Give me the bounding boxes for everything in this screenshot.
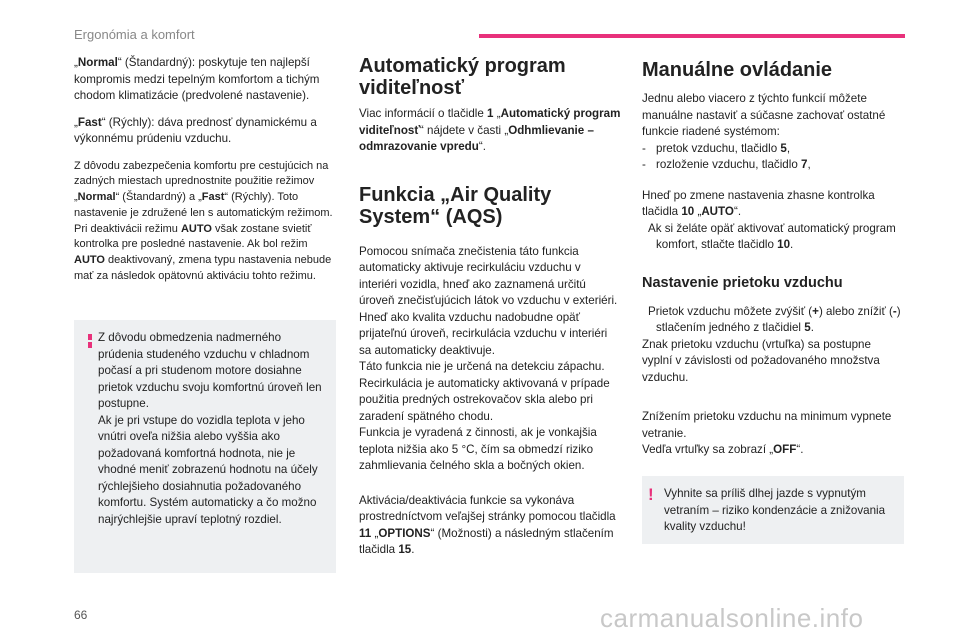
column-3 (642, 55, 904, 459)
header-accent-bar (479, 34, 905, 38)
list-item-airflow-adjust: Prietok vzduchu môžete zvýšiť (+) alebo znížiť (-) stlačením jedného z tlačidiel 5. (648, 304, 901, 334)
paragraph-aqs: Pomocou snímača znečistenia táto funkcia automaticky aktivuje recirkuláciu vzduchu v interiéri vozidla, hneď ako zaznamená určitú úroveň znečisťujúcich látok vo vzduchu v exteriéri. Hneď ako kvalita vzduchu nadobudne opäť prijateľnú úroveň, recirkulácia vzduchu v interiéri sa automaticky deaktivuje. Táto funkcia nie je určená na detekciu zápachu. Recirkulácia je automaticky aktivovaná v prípade použitia predných ostrekovačov skla alebo pri zaradení spätného chodu. Funkcia je vyradená z činnosti, ak je vonkajšia teplota nižšia ako 5 °C, čím sa obmedzí riziko zahmlievania čelného skla a bočných okien. (359, 244, 618, 472)
paragraph-airflow-off: Znížením prietoku vzduchu na minimum vypnete vetranie. Vedľa vrtuľky sa zobrazí „OFF“. (642, 410, 892, 456)
paragraph-auto-off: Hneď po zmene nastavenia zhasne kontrolka tlačidla 10 „AUTO“. (642, 188, 875, 218)
watermark: carmanualsonline.info (600, 603, 864, 633)
paragraph-airflow-symbol: Znak prietoku vzduchu (vrtuľka) sa postupne vyplní v závislosti od požadovaného množstva vzduchu. (642, 337, 880, 384)
list-item-reactivate: Ak si želáte opäť aktivovať automatický program komfort, stlačte tlačidlo 10. (648, 221, 896, 251)
list-item-distribution: - rozloženie vzduchu, tlačidlo 7, (642, 158, 811, 171)
list-item-airflow: - pretok vzduchu, tlačidlo 5, (642, 141, 791, 155)
column-2 (359, 55, 621, 559)
warning-icon: ! (648, 485, 654, 504)
paragraph-normal: „Normal“ (Štandardný): poskytuje ten najlepší kompromis medzi tepelným komfortom a tichým chodom klimatizácie (predvolené nastavenie). (74, 56, 320, 102)
heading-manual: Manuálne ovládanie (642, 59, 833, 81)
heading-airflow: Nastavenie prietoku vzduchu (642, 274, 843, 291)
paragraph-fast: „Fast“ (Rýchly): dáva prednosť dynamickému a výkonnému prúdeniu vzduchu. (74, 115, 317, 145)
page-number: 66 (74, 608, 88, 622)
paragraph-aqs-activation: Aktivácia/deaktivácia funkcie sa vykonáva prostredníctvom veľajšej stránky pomocou tlačidla 11 „OPTIONS“ (Možnosti) a následným stlačením tlačidla 15. (359, 493, 616, 556)
section-title: Ergonómia a komfort (74, 27, 195, 42)
column-1 (74, 55, 336, 285)
warning-text: Vyhnite sa príliš dlhej jazde s vypnutým vetraním – riziko kondenzácie a znižovania kvality vzduchu! (664, 487, 886, 533)
heading-aqs: Funkcia „Air Quality System“ (AQS) (359, 183, 552, 228)
note-icon (88, 334, 92, 348)
paragraph-comfort-rear: Z dôvodu zabezpečenia komfortu pre cestujúcich na zadných miestach uprednostnite použitie režimov „Normal“ (Štandardný) a „Fast“ (Rýchly). Toto nastavenie je združené len s automatickým režimom. Pri deaktivácii režimu AUTO však zostane svietiť kontrolka pre posledné nastavenie. Ak bol režim AUTO deaktivovaný, zmena typu nastavenia nebude mať za následok opätovnú aktiváciu tohto režimu. (74, 159, 333, 283)
note-text: Z dôvodu obmedzenia nadmerného prúdenia studeného vzduchu v chladnom počasí a pri studenom motore dosiahne prietok vzduchu svoju komfortnú úroveň len postupne. Ak je pri vstupe do vozidla teplota v jeho vnútri oveľa nižšia alebo vyššia ako požadovaná komfortná hodnota, nie je vhodné meniť zobrazenú hodnotu na účely rýchlejšieho dosiahnutia požadovaného komfortu. Systém automaticky a čo možno najrýchlejšie upraví teplotný rozdiel. (98, 331, 322, 526)
paragraph-manual: Jednu alebo viacero z týchto funkcií môžete manuálne nastaviť a súčasne zachovať ostatné funkcie riadené systémom: (642, 92, 886, 138)
paragraph-auto-visibility: Viac informácií o tlačidle 1 „Automatický program viditeľnosť“ nájdete v časti „Odhmlievanie – odmrazovanie vpredu“. (359, 107, 621, 153)
heading-auto-visibility: Automatický program viditeľnosť (359, 55, 566, 99)
